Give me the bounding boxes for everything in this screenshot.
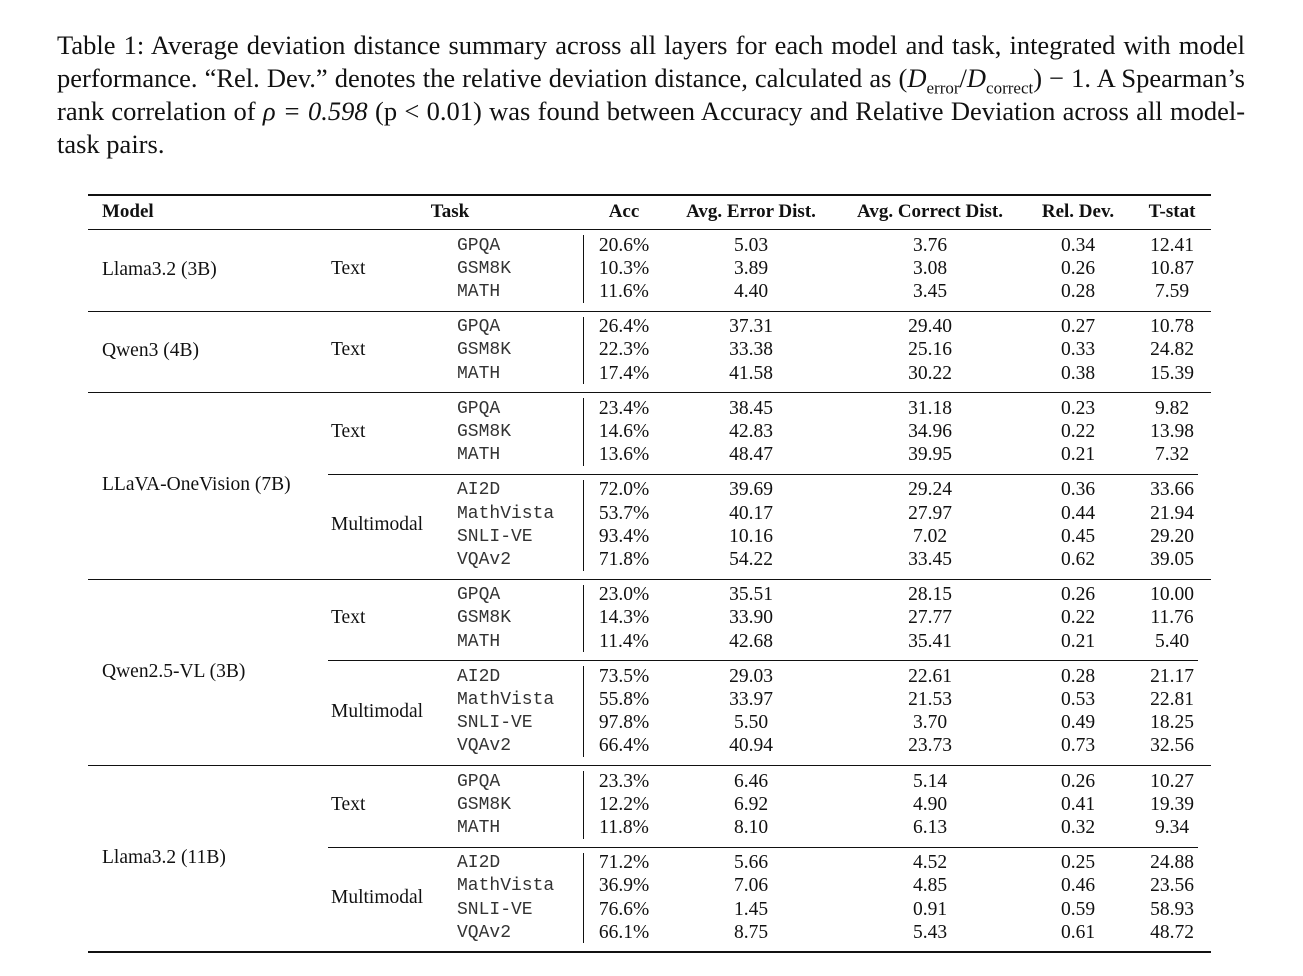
group-rule	[88, 579, 1211, 580]
header-avg-correct-dist-: Avg. Correct Dist.	[857, 201, 1003, 222]
rel-dev-value: 0.26	[1060, 257, 1096, 279]
t-stat-value: 10.87	[1150, 257, 1194, 279]
acc-value: 13.6%	[598, 444, 650, 466]
avg-error-dist-value: 8.10	[733, 817, 769, 838]
t-stat-value: 23.56	[1150, 875, 1194, 897]
header-acc: Acc	[608, 201, 640, 222]
column-separator	[583, 585, 584, 653]
dataset-name: MATH	[457, 363, 501, 384]
dataset-name: MathVista	[457, 690, 555, 710]
column-separator	[583, 480, 584, 571]
avg-error-dist-value: 54.22	[729, 549, 773, 570]
dataset-name: MathVista	[457, 503, 555, 524]
task-type: Multimodal	[331, 514, 424, 536]
acc-value: 14.6%	[598, 421, 650, 442]
header-task: Task	[430, 201, 470, 222]
acc-value: 72.0%	[598, 479, 650, 501]
t-stat-value: 7.32	[1154, 444, 1190, 466]
dataset-name: GSM8K	[457, 608, 512, 629]
acc-value: 53.7%	[598, 502, 650, 524]
avg-error-dist-value: 42.68	[729, 630, 773, 652]
avg-error-dist-value: 40.94	[729, 735, 773, 757]
model-name: Llama3.2 (3B)	[102, 258, 217, 280]
acc-value: 14.3%	[598, 607, 650, 629]
avg-correct-dist-value: 3.70	[912, 712, 948, 734]
dataset-name: VQAv2	[457, 736, 512, 757]
avg-correct-dist-value: 22.61	[908, 665, 952, 687]
avg-correct-dist-value: 21.53	[908, 689, 952, 710]
acc-value: 93.4%	[598, 525, 650, 547]
acc-value: 97.8%	[598, 712, 650, 734]
rel-dev-value: 0.26	[1060, 584, 1096, 606]
avg-correct-dist-value: 5.14	[912, 770, 948, 792]
t-stat-value: 22.81	[1150, 689, 1194, 710]
avg-correct-dist-value: 35.41	[908, 630, 952, 652]
header-rel-dev-: Rel. Dev.	[1041, 201, 1115, 222]
acc-value: 23.0%	[598, 584, 650, 606]
dataset-name: GPQA	[457, 771, 501, 792]
avg-error-dist-value: 38.45	[729, 397, 773, 419]
column-separator	[583, 398, 584, 466]
avg-error-dist-value: 33.97	[729, 689, 773, 710]
t-stat-value: 10.78	[1150, 316, 1194, 338]
avg-error-dist-value: 48.47	[729, 444, 773, 466]
t-stat-value: 24.88	[1150, 852, 1194, 874]
rel-dev-value: 0.22	[1060, 607, 1096, 629]
table-caption: Table 1: Average deviation distance summary across all layers for each model and task, integrated with model performance. “Rel. Dev.” denotes the relative deviation distance, calculated as $(D_{error}/D_{correct}) - 1$. A Spearman’s rank correlation of ρ = 0.598 (p < 0.01) was found between Accuracy and Relative Deviation across all model-task pairs.	[57, 30, 1246, 159]
avg-correct-dist-value: 28.15	[908, 584, 952, 606]
dataset-name: GPQA	[457, 235, 501, 256]
dataset-name: GPQA	[457, 585, 501, 606]
avg-error-dist-value: 42.83	[729, 421, 773, 442]
avg-correct-dist-value: 4.52	[912, 852, 948, 874]
rel-dev-value: 0.28	[1060, 281, 1096, 302]
avg-correct-dist-value: 31.18	[908, 397, 952, 419]
rel-dev-value: 0.36	[1060, 479, 1096, 501]
avg-correct-dist-value: 29.24	[908, 479, 952, 501]
avg-error-dist-value: 33.38	[729, 339, 773, 361]
group-rule	[88, 311, 1211, 312]
acc-value: 11.4%	[599, 630, 649, 652]
t-stat-value: 12.41	[1150, 234, 1194, 256]
acc-value: 10.3%	[598, 257, 650, 279]
acc-value: 22.3%	[598, 339, 650, 361]
header-avg-error-dist-: Avg. Error Dist.	[686, 201, 816, 222]
header-model: Model	[102, 201, 154, 222]
dataset-name: MATH	[457, 445, 501, 466]
avg-error-dist-value: 35.51	[729, 584, 773, 606]
rel-dev-value: 0.34	[1060, 234, 1096, 256]
dataset-name: GSM8K	[457, 258, 512, 279]
avg-correct-dist-value: 39.95	[908, 444, 952, 466]
dataset-name: GPQA	[457, 317, 501, 338]
t-stat-value: 58.93	[1150, 898, 1194, 920]
model-name: Llama3.2 (11B)	[102, 847, 226, 869]
dataset-name: VQAv2	[457, 922, 512, 943]
column-separator	[583, 666, 584, 757]
avg-correct-dist-value: 27.97	[908, 502, 952, 524]
avg-correct-dist-value: 4.85	[912, 875, 948, 897]
rel-dev-value: 0.59	[1060, 898, 1096, 920]
acc-value: 66.1%	[598, 921, 650, 943]
avg-correct-dist-value: 3.76	[912, 234, 948, 256]
avg-error-dist-value: 37.31	[729, 316, 773, 338]
rel-dev-value: 0.41	[1060, 793, 1096, 815]
dataset-name: VQAv2	[457, 550, 512, 570]
avg-error-dist-value: 6.92	[733, 793, 769, 815]
task-type: Text	[331, 339, 366, 361]
avg-correct-dist-value: 29.40	[908, 316, 952, 338]
acc-value: 23.3%	[598, 770, 650, 792]
model-name: LLaVA-OneVision (7B)	[102, 474, 291, 496]
t-stat-value: 13.98	[1150, 421, 1194, 442]
rel-dev-value: 0.27	[1060, 316, 1096, 338]
avg-error-dist-value: 40.17	[729, 502, 773, 524]
group-rule	[88, 392, 1211, 393]
rel-dev-value: 0.28	[1060, 665, 1096, 687]
dataset-name: SNLI-VE	[457, 899, 533, 920]
t-stat-value: 33.66	[1150, 479, 1194, 501]
subgroup-rule	[328, 847, 1198, 848]
dataset-name: MATH	[457, 818, 501, 838]
model-name: Qwen3 (4B)	[102, 340, 199, 362]
dataset-name: AI2D	[457, 853, 501, 874]
t-stat-value: 32.56	[1150, 735, 1194, 757]
header-rule	[88, 229, 1211, 230]
rel-dev-value: 0.46	[1060, 875, 1096, 897]
t-stat-value: 48.72	[1150, 921, 1194, 943]
acc-value: 55.8%	[598, 689, 650, 710]
bottom-rule	[88, 951, 1211, 953]
avg-error-dist-value: 4.40	[733, 281, 769, 302]
rel-dev-value: 0.45	[1060, 525, 1096, 547]
dataset-name: SNLI-VE	[457, 526, 533, 547]
t-stat-value: 15.39	[1150, 362, 1194, 384]
avg-error-dist-value: 6.46	[733, 770, 769, 792]
column-separator	[583, 317, 584, 385]
acc-value: 71.8%	[598, 549, 650, 570]
acc-value: 66.4%	[598, 735, 650, 757]
rel-dev-value: 0.53	[1060, 689, 1096, 710]
dataset-name: MATH	[457, 631, 501, 652]
rel-dev-value: 0.73	[1060, 735, 1096, 757]
rel-dev-value: 0.38	[1060, 362, 1096, 384]
dataset-name: AI2D	[457, 480, 501, 501]
avg-correct-dist-value: 3.08	[912, 257, 948, 279]
rel-dev-value: 0.23	[1060, 397, 1096, 419]
avg-error-dist-value: 29.03	[729, 665, 773, 687]
avg-correct-dist-value: 4.90	[912, 793, 948, 815]
rel-dev-value: 0.25	[1060, 852, 1096, 874]
acc-value: 12.2%	[598, 793, 650, 815]
avg-error-dist-value: 3.89	[733, 257, 769, 279]
t-stat-value: 9.34	[1154, 817, 1190, 838]
task-type: Text	[331, 793, 366, 815]
acc-value: 23.4%	[598, 397, 650, 419]
dataset-name: GPQA	[457, 398, 501, 419]
acc-value: 36.9%	[598, 875, 650, 897]
avg-error-dist-value: 41.58	[729, 362, 773, 384]
rel-dev-value: 0.21	[1060, 444, 1096, 466]
avg-error-dist-value: 5.50	[733, 712, 769, 734]
dataset-name: AI2D	[457, 666, 501, 687]
avg-error-dist-value: 5.66	[733, 852, 769, 874]
rel-dev-value: 0.61	[1060, 921, 1096, 943]
avg-error-dist-value: 10.16	[729, 525, 773, 547]
rel-dev-value: 0.44	[1060, 502, 1096, 524]
task-type: Text	[331, 421, 366, 442]
acc-value: 26.4%	[598, 316, 650, 338]
avg-correct-dist-value: 6.13	[912, 817, 948, 838]
avg-correct-dist-value: 30.22	[908, 362, 952, 384]
t-stat-value: 10.00	[1150, 584, 1194, 606]
avg-error-dist-value: 39.69	[729, 479, 773, 501]
avg-correct-dist-value: 27.77	[908, 607, 952, 629]
acc-value: 73.5%	[598, 665, 650, 687]
caption-label: Table 1:	[57, 30, 145, 60]
avg-correct-dist-value: 23.73	[908, 735, 952, 757]
rel-dev-value: 0.26	[1060, 770, 1096, 792]
avg-error-dist-value: 1.45	[733, 898, 769, 920]
column-separator	[583, 853, 584, 944]
rel-dev-value: 0.33	[1060, 339, 1096, 361]
t-stat-value: 18.25	[1150, 712, 1194, 734]
avg-error-dist-value: 8.75	[733, 921, 769, 943]
rel-dev-value: 0.22	[1060, 421, 1096, 442]
dataset-name: MathVista	[457, 876, 555, 897]
rel-dev-value: 0.21	[1060, 630, 1096, 652]
header-t-stat: T-stat	[1148, 201, 1196, 222]
avg-correct-dist-value: 25.16	[908, 339, 952, 361]
t-stat-value: 19.39	[1150, 793, 1194, 815]
dataset-name: GSM8K	[457, 794, 512, 815]
group-rule	[88, 765, 1211, 766]
task-type: Multimodal	[331, 887, 424, 908]
avg-error-dist-value: 33.90	[729, 607, 773, 629]
t-stat-value: 7.59	[1154, 281, 1190, 302]
dataset-name: MATH	[457, 282, 501, 302]
acc-value: 20.6%	[598, 234, 650, 256]
column-separator	[583, 235, 584, 303]
column-separator	[583, 771, 584, 839]
dataset-name: SNLI-VE	[457, 713, 533, 734]
acc-value: 76.6%	[598, 898, 650, 920]
top-rule	[88, 194, 1211, 196]
acc-value: 71.2%	[598, 852, 650, 874]
avg-correct-dist-value: 5.43	[912, 921, 948, 943]
subgroup-rule	[328, 474, 1198, 475]
avg-correct-dist-value: 34.96	[908, 421, 952, 442]
rel-dev-value: 0.62	[1060, 549, 1096, 570]
rel-dev-value: 0.49	[1060, 712, 1096, 734]
avg-error-dist-value: 5.03	[733, 234, 769, 256]
task-type: Text	[331, 257, 366, 279]
dataset-name: GSM8K	[457, 340, 512, 361]
t-stat-value: 29.20	[1150, 525, 1194, 547]
acc-value: 11.8%	[599, 817, 649, 838]
avg-error-dist-value: 7.06	[733, 875, 769, 897]
t-stat-value: 24.82	[1150, 339, 1194, 361]
avg-correct-dist-value: 3.45	[912, 281, 948, 302]
model-name: Qwen2.5-VL (3B)	[102, 660, 246, 682]
t-stat-value: 21.17	[1150, 665, 1194, 687]
t-stat-value: 10.27	[1150, 770, 1194, 792]
rel-dev-value: 0.32	[1060, 817, 1096, 838]
t-stat-value: 39.05	[1150, 549, 1194, 570]
dataset-name: GSM8K	[457, 422, 512, 442]
subgroup-rule	[328, 660, 1198, 661]
task-type: Text	[331, 607, 366, 629]
t-stat-value: 21.94	[1150, 502, 1194, 524]
t-stat-value: 5.40	[1154, 630, 1190, 652]
task-type: Multimodal	[331, 700, 424, 722]
t-stat-value: 11.76	[1150, 607, 1194, 629]
t-stat-value: 9.82	[1154, 397, 1190, 419]
acc-value: 17.4%	[598, 362, 650, 384]
avg-correct-dist-value: 7.02	[912, 525, 948, 547]
acc-value: 11.6%	[599, 281, 649, 302]
avg-correct-dist-value: 33.45	[908, 549, 952, 570]
avg-correct-dist-value: 0.91	[912, 898, 948, 920]
